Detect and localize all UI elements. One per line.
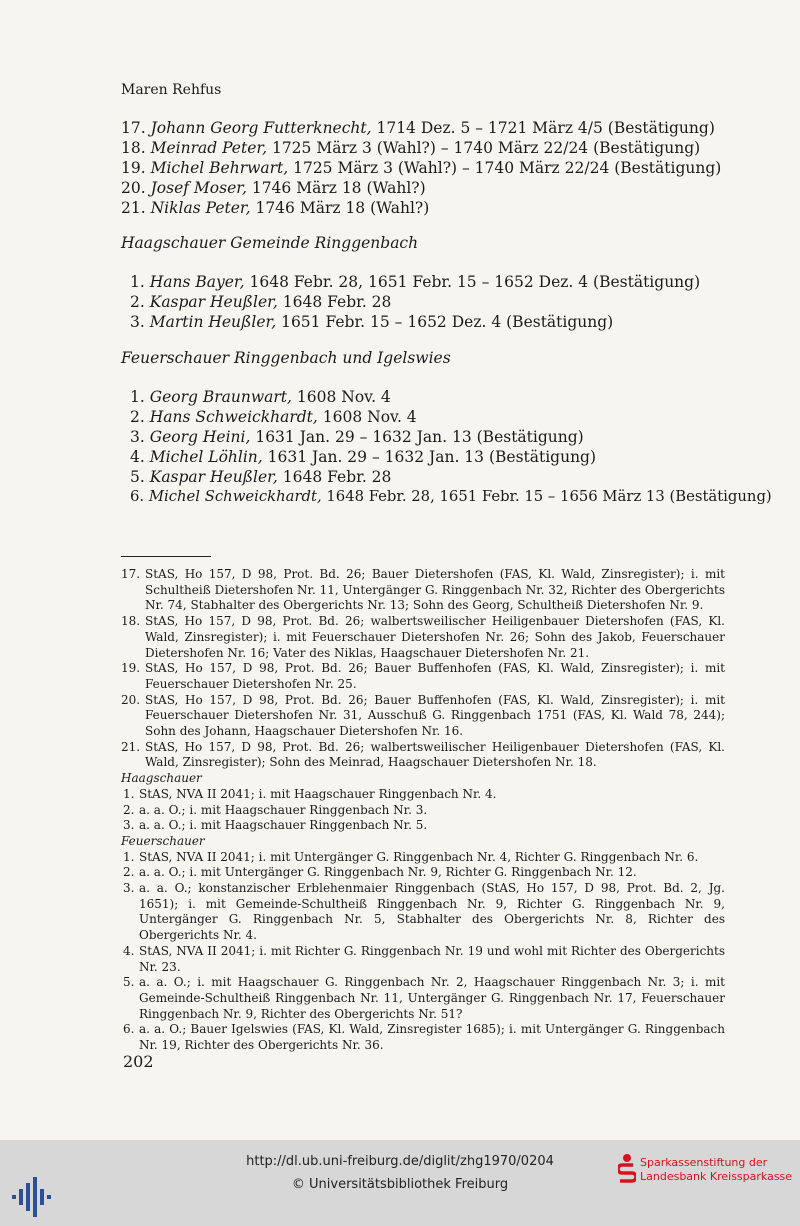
list-item: 19. Michel Behrwart, 1725 März 3 (Wahl?) – 1740 März 22/24 (Bestätigung) [121, 159, 722, 177]
footnote-divider [121, 556, 211, 557]
footnote: 4. StAS, NVA II 2041; i. mit Richter G. Ringgenbach Nr. 19 und wohl mit Richter des Obergerichts Nr. 23. [123, 943, 725, 974]
footnote: 19. StAS, Ho 157, D 98, Prot. Bd. 26; Bauer Buffenhofen (FAS, Kl. Wald, Zinsregister); i. mit Feuerschauer Dietershofen Nr. 25. [121, 661, 725, 691]
list-item: 4. Michel Löhlin, 1631 Jan. 29 – 1632 Jan. 13 (Bestätigung) [130, 448, 597, 466]
footnote: 17. StAS, Ho 157, D 98, Prot. Bd. 26; Bauer Dietershofen (FAS, Kl. Wald, Zinsregister); i. mit Schultheiß Dietershofen Nr. 11, Untergänger G. Ringgenbach Nr. 32, Richter des Obergerichts Nr. 74, Stabhalter des Obergerichts Nr. 13; Sohn des Georg, Schultheiß Dietershofen Nr. 9. [121, 567, 725, 613]
footnote: 2. a. a. O.; i. mit Haagschauer Ringgenbach Nr. 3. [123, 802, 428, 817]
list-item: 2. Hans Schweickhardt, 1608 Nov. 4 [130, 408, 417, 426]
footnote: 6. a. a. O.; Bauer Igelswies (FAS, Kl. Wald, Zinsregister 1685); i. mit Untergänger G. Ringgenbach Nr. 19, Richter des Obergerichts Nr. 36. [123, 1022, 725, 1053]
footnotes [121, 567, 725, 1054]
section-heading-haagschauer: Haagschauer Gemeinde Ringgenbach [121, 234, 419, 252]
sparkasse-s-icon [618, 1152, 636, 1188]
list-item: 3. Martin Heußler, 1651 Febr. 15 – 1652 Dez. 4 (Bestätigung) [130, 313, 614, 331]
viewer-footer [0, 1140, 800, 1226]
list-item: 20. Josef Moser, 1746 März 18 (Wahl?) [121, 179, 426, 197]
footnote: 2. a. a. O.; i. mit Untergänger G. Ringgenbach Nr. 9, Richter G. Ringgenbach Nr. 12. [123, 865, 637, 880]
list-item: 2. Kaspar Heußler, 1648 Febr. 28 [130, 293, 392, 311]
list-item: 18. Meinrad Peter, 1725 März 3 (Wahl?) – 1740 März 22/24 (Bestätigung) [121, 139, 701, 157]
list-item: 17. Johann Georg Futterknecht, 1714 Dez. 5 – 1721 März 4/5 (Bestätigung) [121, 119, 715, 137]
list-item: 1. Georg Braunwart, 1608 Nov. 4 [130, 388, 391, 406]
footnote: 18. StAS, Ho 157, D 98, Prot. Bd. 26; walbertsweilischer Heiligenbauer Dietershofen (FAS, Kl. Wald, Zinsregister); i. mit Feuerschauer Dietershofen Nr. 26; Sohn des Jakob, Feuerschauer Dietershofen Nr. 16; Vater des Niklas, Haagschauer Dietershofen Nr. 21. [121, 614, 725, 660]
permalink-url[interactable]: http://dl.ub.uni-freiburg.de/diglit/zhg1970/0204 [246, 1154, 554, 1169]
footnote: 20. StAS, Ho 157, D 98, Prot. Bd. 26; Bauer Buffenhofen (FAS, Kl. Wald, Zinsregister); i. mit Feuerschauer Dietershofen Nr. 31, Ausschuß G. Ringgenbach 1751 (FAS, Kl. Wald 78, 244); Sohn des Johann, Haagschauer Dietershofen Nr. 16. [121, 692, 725, 739]
section-heading-feuerschauer: Feuerschauer Ringgenbach und Igelswies [121, 349, 451, 367]
list-item: 6. Michel Schweickhardt, 1648 Febr. 28, 1651 Febr. 15 – 1656 März 13 (Bestätigung) [130, 488, 772, 505]
page-number: 202 [123, 1052, 154, 1071]
footnote: 5. a. a. O.; i. mit Haagschauer G. Ringgenbach Nr. 2, Haagschauer Ringgenbach Nr. 3; i. mit Gemeinde-Schultheiß Ringgenbach Nr. 11, Untergänger G. Ringgenbach Nr. 17, Feuerschauer Ringgenbach Nr. 9, Richter des Obergerichts Nr. 51? [123, 975, 725, 1021]
footnote-group-heading-feuerschauer: Feuerschauer [121, 833, 205, 848]
officeholder-list-2 [121, 272, 700, 332]
copyright-notice: © Universitätsbibliothek Freiburg [291, 1177, 509, 1192]
list-item: 5. Kaspar Heußler, 1648 Febr. 28 [130, 468, 392, 486]
footnote: 1. StAS, NVA II 2041; i. mit Untergänger G. Ringgenbach Nr. 4, Richter G. Ringgenbach Nr. 6. [123, 849, 699, 864]
sponsor-text: Sparkassenstiftung der Landesbank Kreissparkasse [640, 1156, 793, 1183]
list-item: 1. Hans Bayer, 1648 Febr. 28, 1651 Febr. 15 – 1652 Dez. 4 (Bestätigung) [130, 273, 701, 291]
list-item: 21. Niklas Peter, 1746 März 18 (Wahl?) [121, 199, 430, 217]
footnote: 3. a. a. O.; i. mit Haagschauer Ringgenbach Nr. 5. [123, 818, 428, 833]
list-item: 3. Georg Heini, 1631 Jan. 29 – 1632 Jan. 13 (Bestätigung) [130, 428, 584, 446]
footnote: 3. a. a. O.; konstanzischer Erblehenmaier Ringgenbach (StAS, Ho 157, D 98, Prot. Bd. 2, Jg. 1651); i. mit Gemeinde-Schultheiß Ringgenbach Nr. 9, Richter G. Ringgenbach Nr. 9, Untergänger G. Ringgenbach Nr. 5, Stabhalter des Obergerichts Nr. 8, Richter des Obergerichts Nr. 4. [123, 881, 725, 943]
running-header-author: Maren Rehfus [121, 82, 222, 98]
officeholder-list-1 [121, 118, 721, 218]
footnote: 21. StAS, Ho 157, D 98, Prot. Bd. 26; walbertsweilischer Heiligenbauer Dietershofen (FAS, Kl. Wald, Zinsregister); Sohn des Meinrad, Haagschauer Dietershofen Nr. 18. [121, 739, 725, 770]
officeholder-list-3 [121, 387, 772, 507]
footnote-group-heading-haagschauer: Haagschauer [121, 771, 202, 786]
footnote: 1. StAS, NVA II 2041; i. mit Haagschauer Ringgenbach Nr. 4. [123, 786, 497, 801]
